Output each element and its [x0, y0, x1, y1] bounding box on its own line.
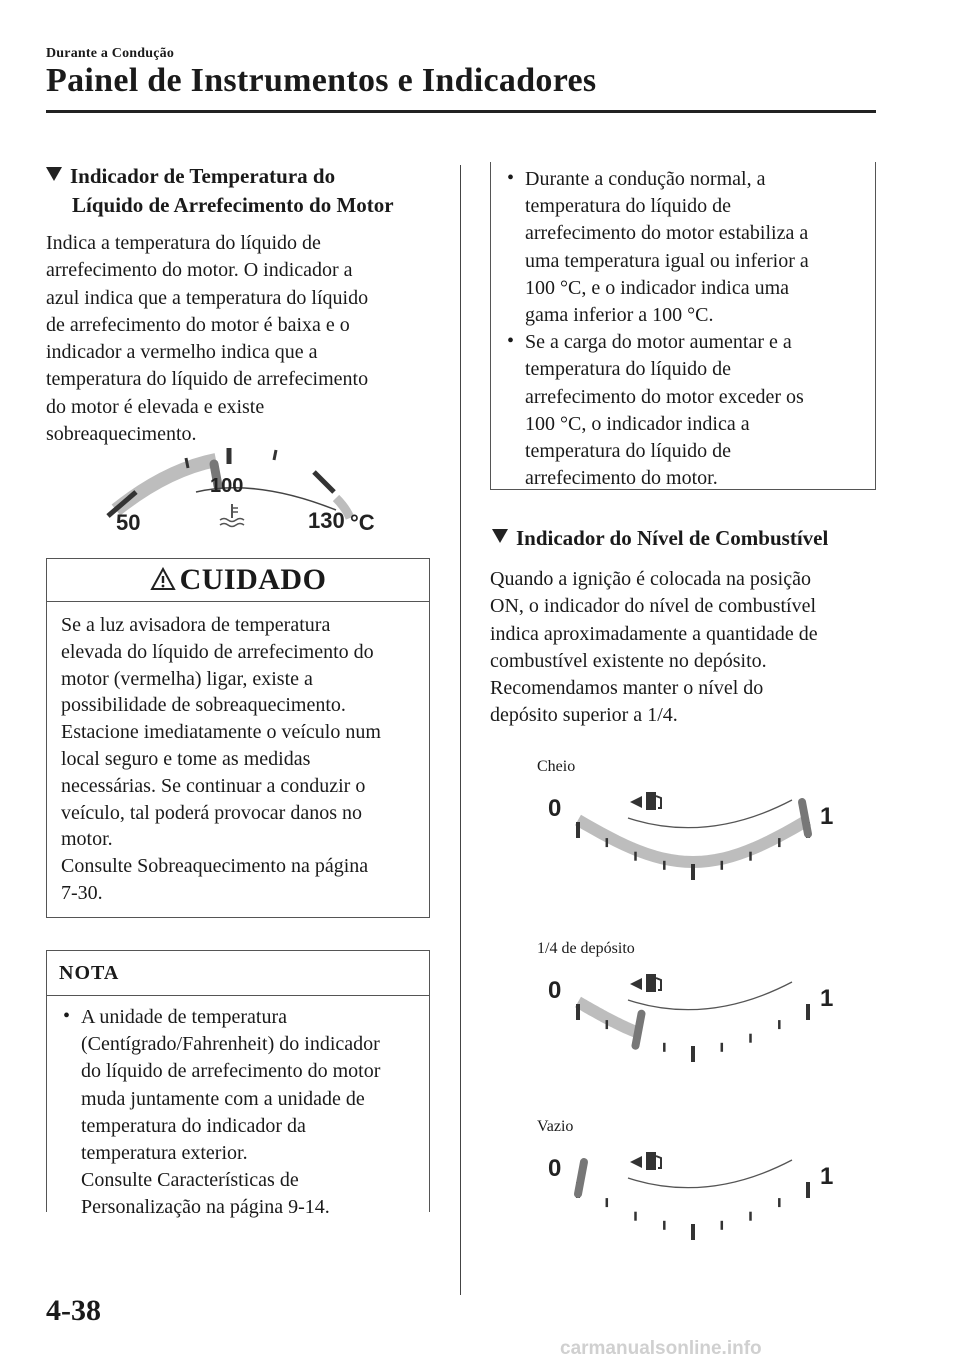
arrow-left-icon — [630, 1156, 642, 1168]
fuel-needle — [636, 1014, 642, 1046]
arrow-left-icon — [630, 796, 642, 808]
caution-box — [46, 558, 430, 918]
caution-line: veículo, tal poderá provocar danos no — [61, 801, 363, 824]
caution-line: Consulte Sobreaquecimento na página — [61, 855, 369, 878]
nota-line: temperatura do indicador da — [81, 1114, 306, 1137]
note-line: uma temperatura igual ou inferior a — [525, 249, 809, 272]
coolant-body-line: temperatura do líquido de arrefecimento — [46, 368, 369, 391]
coolant-body-line: do motor é elevada e existe — [46, 395, 265, 418]
fuel-pump-icon — [646, 974, 661, 992]
fuel-pump-hose — [656, 1156, 661, 1168]
fuel-gauge-empty-label: Vazio — [537, 1118, 574, 1135]
title-rule — [46, 110, 876, 113]
fuel-pump-body — [646, 792, 656, 810]
fuel-body-line: depósito superior a 1/4. — [490, 704, 678, 727]
fuel-body-line: combustível existente no depósito. — [490, 649, 767, 672]
bullet-icon: • — [63, 1005, 71, 1027]
fuel-pump-icon — [646, 792, 661, 810]
arrow-left-icon — [630, 978, 642, 990]
fuel-pump-icon — [646, 1152, 661, 1170]
caution-header — [47, 559, 429, 602]
fuel-empty-label: 0 — [548, 977, 562, 1004]
note-bullet-item — [491, 166, 875, 329]
fuel-body-line: Recomendamos manter o nível do — [490, 677, 764, 700]
coolant-body — [46, 230, 446, 448]
note-line: Se a carga do motor aumentar e a — [525, 331, 792, 354]
page-number: 4-38 — [46, 1294, 101, 1327]
fuel-empty-label: 0 — [548, 795, 562, 822]
note-line: 100 °C, e o indicador indica uma — [525, 276, 790, 299]
nota-line: muda juntamente com a unidade de — [81, 1087, 365, 1110]
section-triangle-icon — [492, 529, 508, 543]
note-line: temperatura do líquido de — [525, 195, 732, 218]
caution-line: Se a luz avisadora de temperatura — [61, 614, 331, 636]
fuel-heading — [492, 524, 828, 553]
coolant-unit-label: °C — [350, 510, 375, 535]
fuel-body-line: ON, o indicador do nível de combustível — [490, 595, 817, 618]
fuel-gauge-full-label: Cheio — [537, 758, 576, 775]
caution-line: motor. — [61, 828, 113, 851]
warning-triangle-icon — [150, 567, 176, 591]
fuel-full-label: 1 — [820, 803, 834, 830]
caution-line: 7-30. — [61, 881, 103, 904]
fuel-full-label: 1 — [820, 1163, 834, 1190]
nota-line: A unidade de temperatura — [81, 1006, 288, 1028]
fuel-pump-body — [646, 1152, 656, 1170]
nota-list — [47, 996, 429, 1222]
watermark: carmanualsonline.info — [560, 1338, 762, 1359]
caution-title: CUIDADO — [179, 563, 327, 596]
caution-line: possibilidade de sobreaquecimento. — [61, 694, 346, 717]
coolant-temperature-icon — [220, 504, 244, 527]
nota-line: do líquido de arrefecimento do motor — [81, 1060, 381, 1083]
note-line: temperatura do líquido de — [525, 358, 732, 381]
fuel-heading-text: Indicador do Nível de Combustível — [516, 526, 829, 550]
note-line: arrefecimento do motor estabiliza a — [525, 222, 809, 245]
coolant-heading-line2: Líquido de Arrefecimento do Motor — [72, 193, 394, 217]
fuel-level-band — [578, 820, 808, 862]
fuel-full-label: 1 — [820, 985, 834, 1012]
note-line: 100 °C, o indicador indica a — [525, 412, 750, 435]
fuel-gauge-quarter — [548, 962, 848, 1062]
nota-bullet-item — [47, 1004, 429, 1222]
nota-line: Personalização na página 9-14. — [81, 1196, 330, 1219]
coolant-body-line: sobreaquecimento. — [46, 423, 197, 446]
caution-line: necessárias. Se continuar a conduzir o — [61, 774, 366, 797]
notes-continued-box — [490, 162, 876, 490]
fuel-pump-hose — [656, 796, 661, 808]
fuel-empty-label: 0 — [548, 1155, 562, 1182]
nota-line: Consulte Características de — [81, 1169, 299, 1192]
section-triangle-icon — [46, 167, 62, 181]
bullet-icon: • — [507, 167, 515, 189]
fuel-gauge-full — [548, 780, 848, 880]
note-bullet-item — [491, 329, 875, 492]
fuel-body-line: indica aproximadamente a quantidade de — [490, 622, 818, 645]
caution-line: motor (vermelha) ligar, existe a — [61, 667, 313, 690]
coolant-body-line: indicador a vermelho indica que a — [46, 341, 318, 364]
nota-title: NOTA — [47, 951, 429, 996]
fuel-gauge-quarter-label: 1/4 de depósito — [537, 940, 635, 957]
fuel-needle — [578, 1162, 584, 1194]
caution-text — [47, 602, 429, 907]
nota-box — [46, 950, 430, 1219]
fuel-body-line: Quando a ignição é colocada na posição — [490, 568, 811, 590]
note-line: arrefecimento do motor exceder os — [525, 385, 804, 408]
coolant-temperature-gauge — [96, 440, 416, 540]
note-line: temperatura do líquido de — [525, 440, 732, 463]
caution-line: local seguro e tome as medidas — [61, 747, 311, 770]
coolant-body-line: azul indica que a temperatura do líquido — [46, 286, 369, 309]
note-line: gama inferior a 100 °C. — [525, 304, 714, 327]
coolant-min-label: 50 — [116, 510, 141, 535]
nota-line: (Centígrado/Fahrenheit) do indicador — [81, 1033, 380, 1056]
fuel-body — [490, 566, 890, 730]
chapter-label: Durante a Condução — [46, 46, 175, 61]
coolant-body-line: arrefecimento do motor. O indicador a — [46, 259, 353, 282]
nota-line: temperatura exterior. — [81, 1142, 248, 1165]
caution-line: Estacione imediatamente o veículo num — [61, 721, 381, 744]
coolant-heading-line1: Indicador de Temperatura do — [70, 164, 336, 188]
coolant-mid-label: 100 — [210, 475, 244, 497]
coolant-max-label: 130 — [308, 508, 345, 533]
fuel-pump-hose — [656, 978, 661, 990]
coolant-heading — [46, 162, 394, 220]
note-line: arrefecimento do motor. — [525, 467, 718, 490]
coolant-body-line: Indica a temperatura do líquido de — [46, 232, 321, 254]
note-line: Durante a condução normal, a — [525, 168, 766, 190]
caution-line: elevada do líquido de arrefecimento do — [61, 640, 374, 663]
fuel-gauge-empty — [548, 1140, 848, 1240]
coolant-body-line: de arrefecimento do motor é baixa e o — [46, 313, 350, 336]
fuel-pump-body — [646, 974, 656, 992]
page-title: Painel de Instrumentos e Indicadores — [46, 62, 597, 99]
column-divider — [460, 165, 461, 1295]
bullet-icon: • — [507, 330, 515, 353]
